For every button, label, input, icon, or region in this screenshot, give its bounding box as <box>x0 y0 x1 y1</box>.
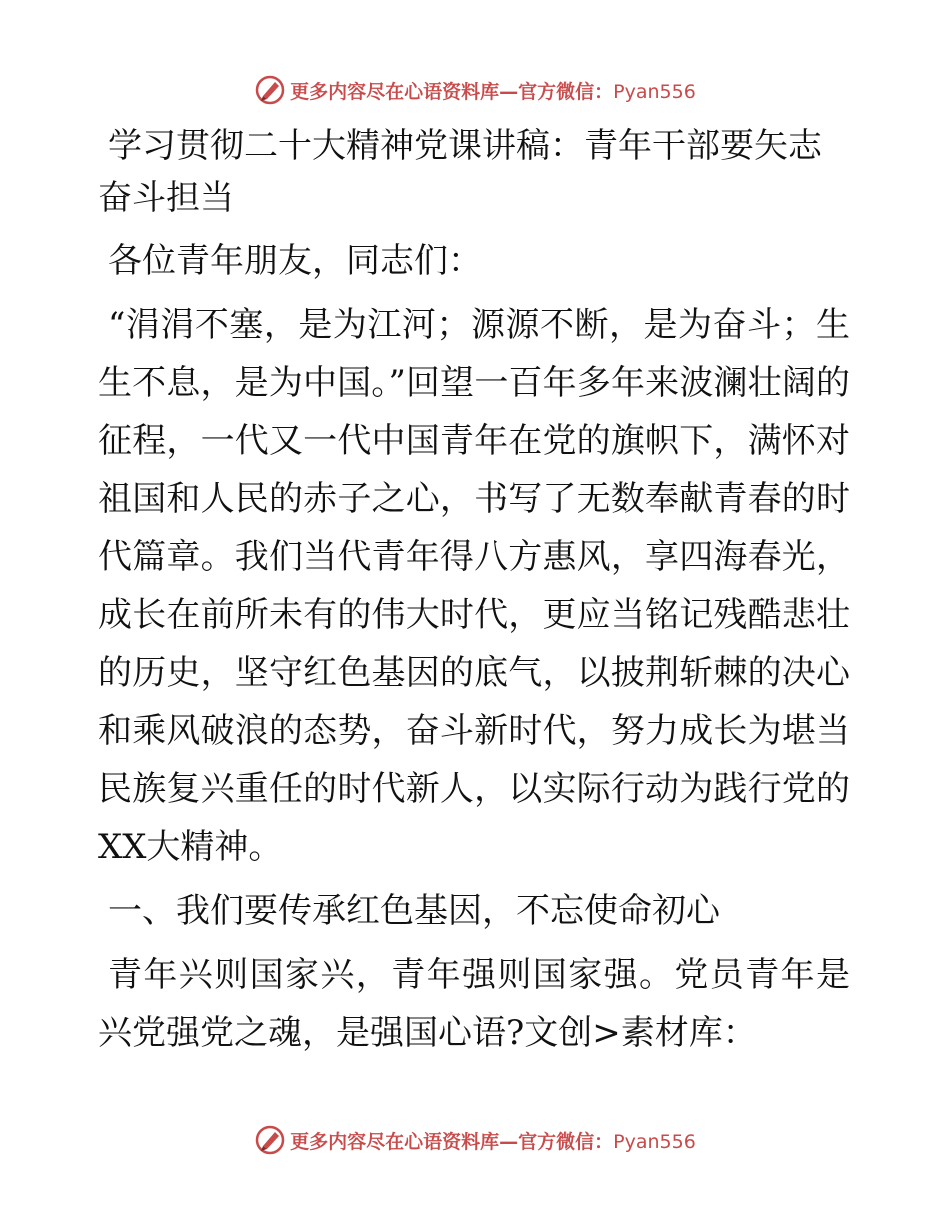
banner-label: 更多内容尽在心语资料库—官方微信： <box>290 80 614 103</box>
header-watermark-banner <box>0 70 950 110</box>
document-body <box>98 120 850 1068</box>
paragraph-2: 青年兴则国家兴，青年强则国家强。党员青年是兴党强党之魂，是强国心语?文创>素材库： <box>98 955 850 1053</box>
banner-label: 更多内容尽在心语资料库—官方微信： <box>290 1130 614 1153</box>
greeting: 各位青年朋友，同志们： <box>108 241 482 281</box>
document-title: 学习贯彻二十大精神党课讲稿：青年干部要矢志奋斗担当 <box>98 126 822 218</box>
section-1-heading: 一、我们要传承红色基因，不忘使命初心 <box>108 891 720 931</box>
banner-wechat-id: Pyan556 <box>613 1130 696 1153</box>
banner-wechat-id: Pyan556 <box>613 80 696 103</box>
footer-watermark-banner <box>0 1120 950 1160</box>
paragraph-1: “涓涓不塞，是为江河；源源不断，是为奋斗；生生不息，是为中国。”回望一百年多年来波澜壮阔的征程，一代又一代中国青年在党的旗帜下，满怀对祖国和人民的赤子之心，书写了无数奉献青春的时代篇章。我们当代青年得八方惠风，享四海春光，成长在前所未有的伟大时代，更应当铭记残酷悲壮的历史，坚守红色基因的底气，以披荆斩棘的决心和乘风破浪的态势，奋斗新时代，努力成长为堪当民族复兴重任的时代新人，以实际行动为践行党的XX大精神。 <box>98 305 850 867</box>
banner-text <box>290 1127 696 1154</box>
banner-text <box>290 77 696 104</box>
pen-logo-icon <box>254 1124 286 1156</box>
pen-logo-icon <box>254 74 286 106</box>
